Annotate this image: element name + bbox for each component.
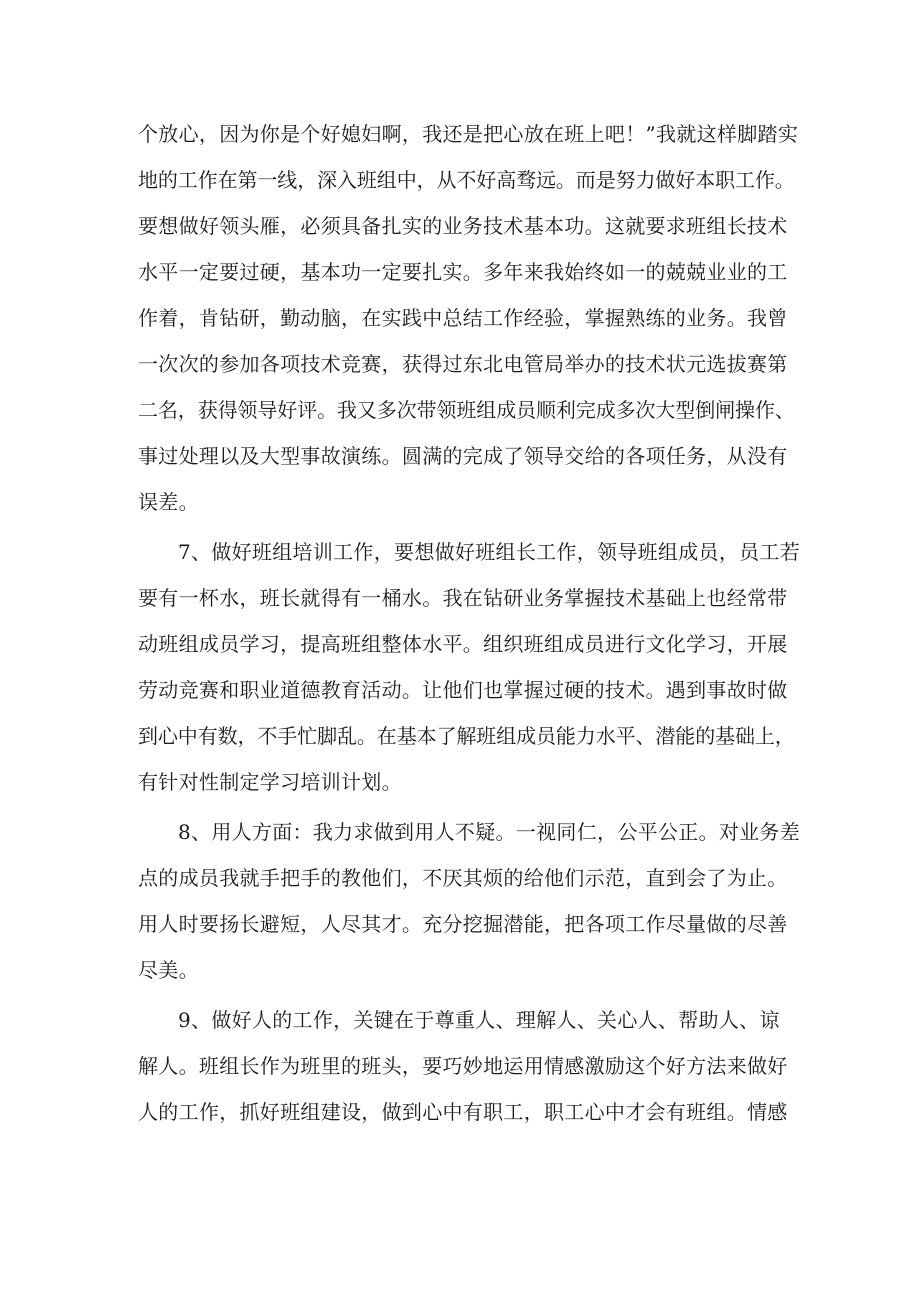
text-line: 要想做好领头雁，必须具备扎实的业务技术基本功。这就要求班组长技术 xyxy=(138,214,788,238)
text-line: 作着，肯钻研，勤动脑，在实践中总结工作经验，掌握熟练的业务。我曾 xyxy=(138,306,788,330)
text-line: 7、做好班组培训工作，要想做好班组长工作，领导班组成员，员工若 xyxy=(178,540,801,564)
text-line: 要有一杯水，班长就得有一桶水。我在钻研业务掌握技术基础上也经常带 xyxy=(138,586,788,610)
text-line: 水平一定要过硬，基本功一定要扎实。多年来我始终如一的兢兢业业的工 xyxy=(138,260,788,284)
text-line: 动班组成员学习，提高班组整体水平。组织班组成员进行文化学习，开展 xyxy=(138,632,788,656)
text-line: 二名，获得领导好评。我又多次带领班组成员顺利完成多次大型倒闸操作、 xyxy=(138,398,795,422)
text-line: 人的工作，抓好班组建设，做到心中有职工，职工心中才会有班组。情感 xyxy=(138,1100,788,1124)
text-line: 劳动竞赛和职业道德教育活动。让他们也掌握过硬的技术。遇到事故时做 xyxy=(138,678,788,702)
text-line: 个放心，因为你是个好媳妇啊，我还是把心放在班上吧！”我就这样脚踏实 xyxy=(138,122,799,146)
text-line: 解人。班组长作为班里的班头，要巧妙地运用情感激励这个好方法来做好 xyxy=(138,1054,788,1078)
text-line: 事过处理以及大型事故演练。圆满的完成了领导交给的各项任务，从没有 xyxy=(138,444,788,468)
text-line: 误差。 xyxy=(138,490,199,514)
text-line: 8、用人方面：我力求做到用人不疑。一视同仁，公平公正。对业务差 xyxy=(178,820,801,844)
text-line: 有针对性制定学习培训计划。 xyxy=(138,770,402,794)
text-line: 地的工作在第一线，深入班组中，从不好高骛远。而是努力做好本职工作。 xyxy=(138,168,795,192)
text-line: 尽美。 xyxy=(138,958,199,982)
text-line: 到心中有数，不手忙脚乱。在基本了解班组成员能力水平、潜能的基础上， xyxy=(138,724,795,748)
text-line: 用人时要扬长避短，人尽其才。充分挖掘潜能，把各项工作尽量做的尽善 xyxy=(138,912,788,936)
text-line: 9、做好人的工作，关键在于尊重人、理解人、关心人、帮助人、谅 xyxy=(178,1008,780,1032)
text-line: 一次次的参加各项技术竞赛，获得过东北电管局举办的技术状元选拔赛第 xyxy=(138,352,788,376)
text-line: 点的成员我就手把手的教他们，不厌其烦的给他们示范，直到会了为止。 xyxy=(138,866,788,890)
